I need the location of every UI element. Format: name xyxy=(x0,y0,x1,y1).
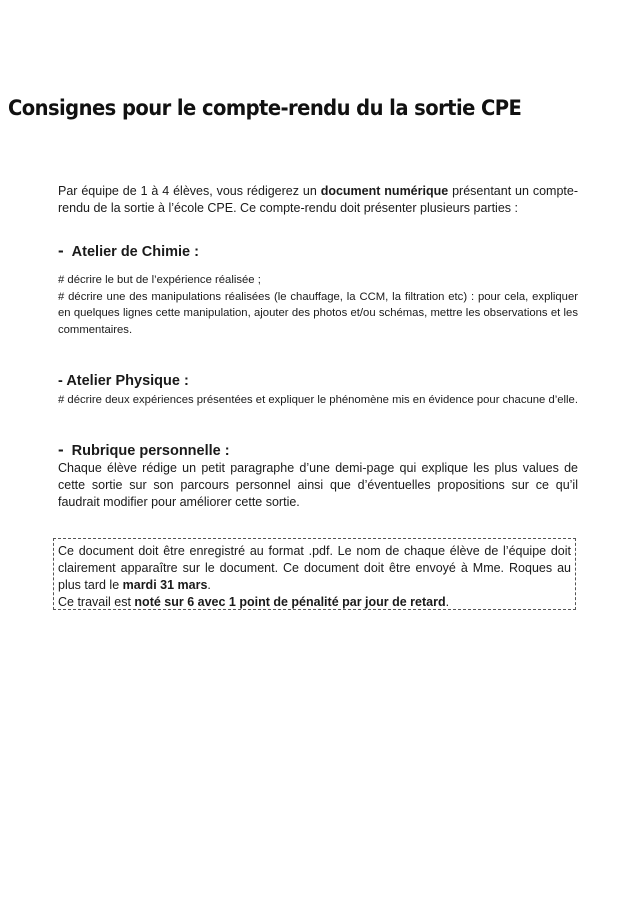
section-body-physique xyxy=(58,392,578,409)
instruction-line: # décrire une des manipulations réalisées (le chauffage, la CCM, la filtration etc) : pour cela, expliquer en quelques lignes cette manipulation, ajouter des photos et/ou schémas, mettre les observations et les commentaires. xyxy=(58,290,578,336)
instruction-line: # décrire le but de l’expérience réalisée ; xyxy=(58,274,261,286)
note-text: Ce document doit être enregistré au format .pdf. Le nom de chaque élève de l’équipe doit clairement apparaître sur le document. Ce document doit être envoyé à Mme. Roques au plus tard le xyxy=(58,544,571,592)
note-text: . xyxy=(445,595,450,609)
instruction-line: Chaque élève rédige un petit paragraphe d’une demi-page qui explique les plus values de cette sortie sur son parcours personnel ainsi que d’éventuelles propositions sur ce qu’il faudrait modifier pour améliorer cette sortie. xyxy=(58,461,578,509)
heading-text: - Atelier Physique : xyxy=(58,373,189,389)
heading-dash: - xyxy=(58,241,64,260)
note-text: . xyxy=(207,578,211,592)
section-heading-physique xyxy=(58,373,189,389)
intro-text-end: présentant un compte-rendu de la sortie à l’école CPE. Ce compte-rendu doit présenter plusieurs parties : xyxy=(58,184,579,215)
note-text: Ce travail est xyxy=(58,595,135,609)
note-line xyxy=(58,594,575,611)
intro-text-start: Par équipe de 1 à 4 élèves, vous rédigerez un xyxy=(58,184,321,198)
intro-emphasis: document numérique xyxy=(320,184,449,198)
deadline-date: mardi 31 mars xyxy=(122,578,208,592)
note-line xyxy=(58,543,575,594)
heading-text: Atelier de Chimie : xyxy=(71,244,199,260)
instruction-line: # décrire deux expériences présentées et expliquer le phénomène mis en évidence pour chacune d’elle. xyxy=(58,394,578,406)
section-heading-personnelle xyxy=(58,440,230,460)
submission-note-box xyxy=(53,538,576,610)
section-body-chimie xyxy=(58,272,578,338)
section-heading-chimie xyxy=(58,241,199,261)
section-body-personnelle xyxy=(58,460,578,511)
document-title: Consignes pour le compte-rendu du la sortie CPE xyxy=(8,96,522,120)
heading-dash: - xyxy=(58,440,64,459)
grading-info: noté sur 6 avec 1 point de pénalité par jour de retard xyxy=(134,595,446,609)
heading-text: Rubrique personnelle : xyxy=(71,443,230,459)
intro-paragraph xyxy=(58,183,578,217)
